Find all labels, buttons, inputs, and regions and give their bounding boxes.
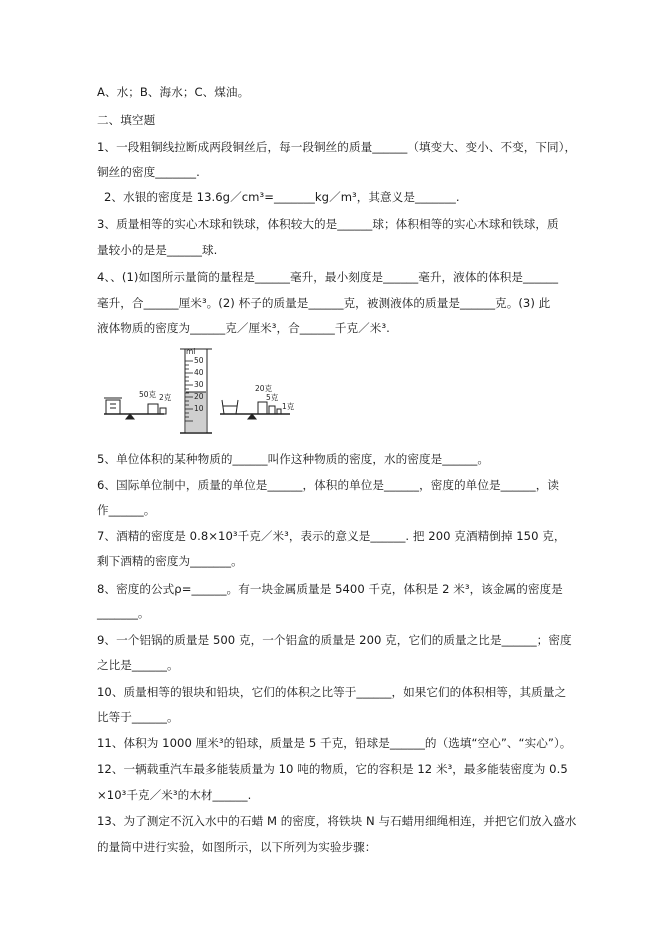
text-line: 量较小的是是______球. <box>97 243 218 257</box>
text-line: 12、一辆载重汽车最多能装质量为 10 吨的物质，它的容积是 12 米³，最多能装密度为 0.5 <box>97 762 568 776</box>
text-line: 铜丝的密度_______. <box>97 165 200 179</box>
text-line: 的量筒中进行实验，如图所示，以下所列为实验步骤： <box>97 840 377 854</box>
text-line: 11、体积为 1000 厘米³的铅球，质量是 5 千克，铅球是______的（选填“空心”、“实心”）。 <box>97 736 572 750</box>
text-line: 作______。 <box>97 503 156 517</box>
text-line: 7、酒精的密度是 0.8×10³千克／米³，表示的意义是______. 把 200 克酒精倒掉 150 克， <box>97 529 566 543</box>
weight-label: 2克 <box>159 393 172 402</box>
weight-label: 1克 <box>282 402 295 411</box>
text-line: 13、为了测定不沉入水中的石蜡 M 的密度，将铁块 N 与石蜡用细绳相连，并把它们放入盛水 <box>97 814 577 828</box>
measurement-figure <box>100 343 300 435</box>
cylinder-unit: ml <box>186 347 196 356</box>
text-line: 6、国际单位制中，质量的单位是______，体积的单位是______，密度的单位是______，读 <box>97 478 559 492</box>
text-line: 3、质量相等的实心木球和铁球，体积较大的是______球；体积相等的实心木球和铁球，质 <box>97 217 559 231</box>
text-line: 8、密度的公式ρ=______。有一块金属质量是 5400 千克，体积是 2 米³，该金属的密度是 <box>97 582 563 596</box>
text-line: 液体物质的密度为______克／厘米³，合______千克／米³. <box>97 321 390 335</box>
text-line: 1、一段粗铜线拉断成两段铜丝后，每一段铜丝的质量______（填变大、变小、不变，下同）， <box>97 140 577 154</box>
weight-label: 5克 <box>266 393 279 402</box>
cylinder-tick-label: 10 <box>194 404 204 413</box>
cylinder-tick-label: 40 <box>194 368 204 377</box>
section-heading: 二、填空题 <box>97 113 156 127</box>
text-line: 5、单位体积的某种物质的______叫作这种物质的密度，水的密度是______。 <box>97 452 489 466</box>
text-line: 剩下酒精的密度为_______。 <box>97 554 243 568</box>
text-line: 比等于______。 <box>97 710 179 724</box>
cylinder-tick-label: 50 <box>194 356 204 365</box>
cylinder-tick-label: 30 <box>194 380 204 389</box>
right-balance <box>220 400 290 419</box>
weight-label: 50克 <box>139 390 157 399</box>
text-line: 9、一个铝锅的质量是 500 克，一个铝盒的质量是 200 克，它们的质量之比是______；密度 <box>97 633 572 647</box>
cylinder-tick-label: 20 <box>194 392 204 401</box>
text-line: 2、水银的密度是 13.6g／cm³=_______kg／m³，其意义是_______. <box>104 190 460 204</box>
text-line: 毫升，合______厘米³。(2) 杯子的质量是______克，被测液体的质量是______克。(3) 此 <box>97 296 551 310</box>
left-balance <box>104 398 166 419</box>
weight-label: 20克 <box>255 384 273 393</box>
text-line: 10、质量相等的银块和铅块，它们的体积之比等于______，如果它们的体积相等，其质量之 <box>97 685 567 699</box>
text-line: _______。 <box>97 606 150 620</box>
text-line: ×10³千克／米³的木材______. <box>97 788 252 802</box>
text-line: 之比是______。 <box>97 658 179 672</box>
text-line: 4、、(1)如图所示量筒的量程是______毫升，最小刻度是______毫升，液体的体积是______ <box>97 270 559 284</box>
text-line: A、水；B、海水；C、煤油。 <box>97 85 250 99</box>
